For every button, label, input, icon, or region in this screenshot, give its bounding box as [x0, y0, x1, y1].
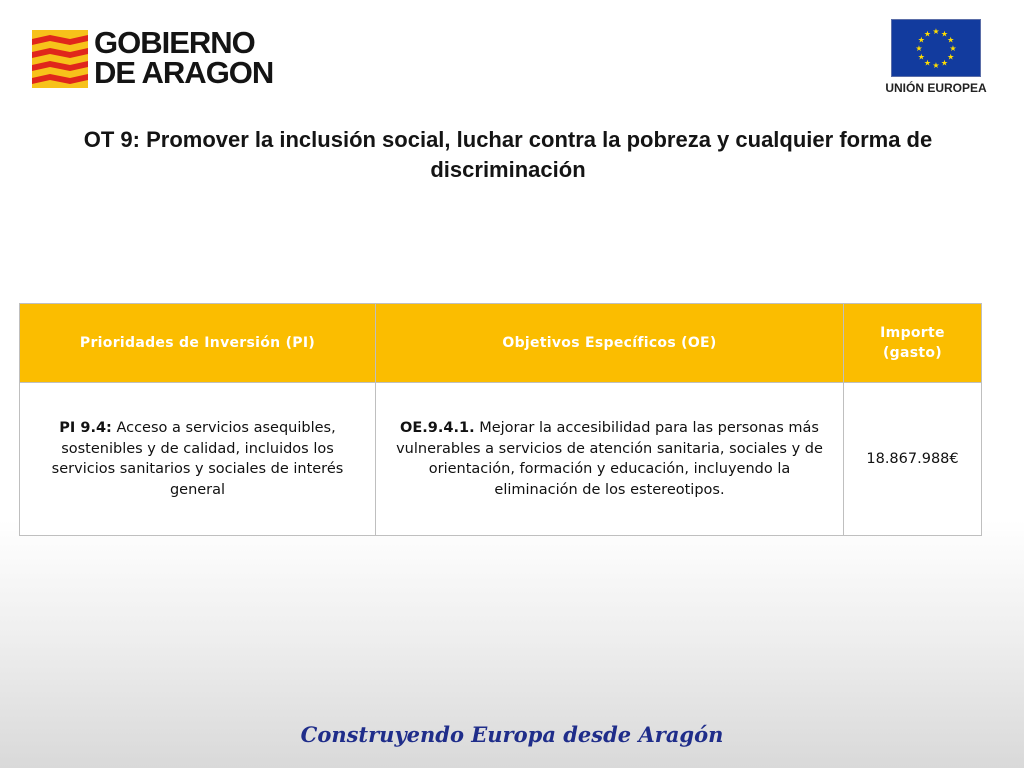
- cell-importe: 18.867.988€: [844, 383, 982, 536]
- eu-emblem: [876, 18, 996, 98]
- eu-star-icon: ★: [923, 58, 932, 68]
- investment-table: [19, 303, 982, 536]
- eu-star-icon: ★: [917, 52, 925, 62]
- eu-star-icon: ★: [915, 44, 923, 53]
- eu-star-icon: ★: [947, 52, 955, 62]
- eu-star-icon: ★: [940, 58, 949, 68]
- oe-code: OE.9.4.1.: [400, 420, 475, 436]
- cell-prioridad: [20, 383, 376, 536]
- eu-star-icon: ★: [932, 61, 940, 70]
- table-header-row: [20, 304, 982, 383]
- logo-wordmark: [94, 25, 274, 90]
- table-row: [20, 383, 982, 536]
- header-prioridades: Prioridades de Inversión (PI): [20, 304, 376, 383]
- pi-code: PI 9.4:: [59, 420, 112, 436]
- page-title: OT 9: Promover la inclusión social, luchar contra la pobreza y cualquier forma de discriminación: [83, 127, 933, 182]
- aragon-flag-icon: [32, 30, 88, 88]
- eu-star-icon: ★: [949, 44, 957, 53]
- eu-star-icon: ★: [917, 35, 925, 45]
- eu-star-icon: ★: [940, 29, 949, 39]
- pi-text: Acceso a servicios asequibles, sostenibles y de calidad, incluidos los servicios sanitarios y sociales de interés general: [51, 420, 344, 498]
- cell-objetivo: [376, 383, 844, 536]
- eu-star-icon: ★: [932, 27, 940, 36]
- header-objetivos: Objetivos Específicos (OE): [376, 304, 844, 383]
- eu-star-icon: ★: [923, 29, 932, 39]
- eu-label: UNIÓN EUROPEA: [885, 81, 987, 95]
- gobierno-de-aragon-logo: [32, 25, 292, 90]
- logo-line-1: GOBIERNO: [94, 25, 255, 60]
- oe-text: Mejorar la accesibilidad para las personas más vulnerables a servicios de atención sanitaria, sociales y de orientación, formación y educación, incluyendo la eliminación de los estereotipos.: [396, 420, 823, 498]
- header-importe: Importe (gasto): [844, 304, 982, 383]
- footer-slogan: Construyendo Europa desde Aragón: [300, 722, 724, 747]
- eu-star-icon: ★: [947, 35, 955, 45]
- logo-line-2: DE ARAGON: [94, 55, 274, 90]
- eu-flag-icon: [891, 19, 981, 77]
